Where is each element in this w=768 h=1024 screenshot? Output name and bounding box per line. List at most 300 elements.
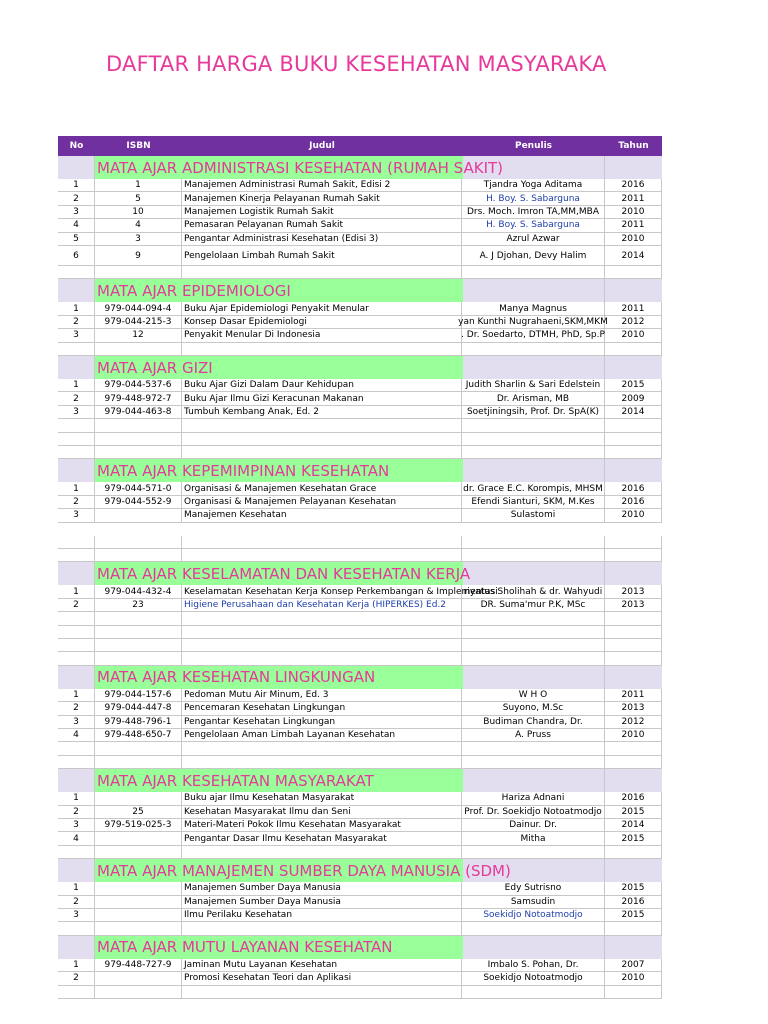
- table-row: [58, 482, 662, 495]
- table-row: [58, 379, 662, 392]
- cell-penulis: H. Boy. S. Sabarguna: [462, 192, 605, 205]
- cell-tahun: [605, 433, 662, 446]
- cell-isbn: 979-448-972-7: [95, 392, 182, 405]
- cell-penulis: Sulastomi: [462, 509, 605, 522]
- cell-tahun: [605, 986, 662, 999]
- cell-penulis: Azrul Azwar: [462, 233, 605, 246]
- section-title: MATA AJAR KESEHATAN LINGKUNGAN: [95, 666, 463, 689]
- section-title: MATA AJAR MANAJEMEN SUMBER DAYA MANUSIA (SDM): [95, 859, 463, 882]
- cell-no: 1: [58, 482, 95, 495]
- cell-isbn: [95, 266, 182, 279]
- cell-tahun: 2015: [605, 379, 662, 392]
- cell-tahun: [605, 639, 662, 652]
- section-header: [58, 562, 662, 585]
- section-title: MATA AJAR KEPEMIMPINAN KESEHATAN: [95, 459, 463, 482]
- cell-penulis: Hariza Adnani: [462, 792, 605, 805]
- cell-penulis: A. J Djohan, Devy Halim: [462, 246, 605, 266]
- section-title: MATA AJAR KESELAMATAN DAN KESEHATAN KERJA: [95, 562, 463, 585]
- cell-isbn: 979-519-025-3: [95, 819, 182, 832]
- cell-judul: Buku Ajar Epidemiologi Penyakit Menular: [182, 302, 462, 315]
- table-row: [58, 446, 662, 459]
- cell-judul: Organisasi & Manajemen Kesehatan Grace: [182, 482, 462, 495]
- table-row: [58, 832, 662, 845]
- cell-isbn: 979-448-650-7: [95, 729, 182, 742]
- cell-judul: Jaminan Mutu Layanan Kesehatan: [182, 959, 462, 972]
- table-row: [58, 729, 662, 742]
- header-isbn: ISBN: [126, 141, 151, 151]
- cell-penulis: [462, 639, 605, 652]
- cell-tahun: 2013: [605, 702, 662, 715]
- table-row: [58, 612, 662, 625]
- cell-tahun: 2015: [605, 832, 662, 845]
- cell-penulis: [462, 652, 605, 665]
- cell-isbn: 979-044-157-6: [95, 689, 182, 702]
- cell-tahun: [605, 266, 662, 279]
- cell-no: [58, 549, 95, 562]
- cell-penulis: [462, 742, 605, 755]
- cell-isbn: 979-044-463-8: [95, 406, 182, 419]
- cell-no: 2: [58, 192, 95, 205]
- cell-penulis: . Dr. Soedarto, DTMH, PhD, Sp.P: [462, 329, 605, 342]
- cell-tahun: 2014: [605, 819, 662, 832]
- cell-judul: Higiene Perusahaan dan Kesehatan Kerja (HIPERKES) Ed.2: [182, 599, 462, 612]
- cell-judul: Buku Ajar Ilmu Gizi Keracunan Makanan: [182, 392, 462, 405]
- cell-isbn: [95, 986, 182, 999]
- table-row: [58, 652, 662, 665]
- table-row: [58, 496, 662, 509]
- cell-no: [58, 652, 95, 665]
- cell-judul: [182, 549, 462, 562]
- cell-tahun: 2014: [605, 406, 662, 419]
- table-row: [58, 792, 662, 805]
- cell-isbn: 25: [95, 806, 182, 819]
- cell-penulis: Manya Magnus: [462, 302, 605, 315]
- cell-judul: Manajemen Sumber Daya Manusia: [182, 882, 462, 895]
- cell-tahun: [605, 742, 662, 755]
- table-row: [58, 433, 662, 446]
- cell-isbn: [95, 846, 182, 859]
- cell-tahun: 2010: [605, 329, 662, 342]
- cell-isbn: 10: [95, 206, 182, 219]
- table-row: [58, 206, 662, 219]
- cell-tahun: 2007: [605, 959, 662, 972]
- cell-isbn: [95, 509, 182, 522]
- cell-no: [58, 612, 95, 625]
- cell-tahun: 2010: [605, 509, 662, 522]
- cell-penulis: [462, 612, 605, 625]
- cell-penulis: Soekidjo Notoatmodjo: [462, 909, 605, 922]
- section-header: [58, 859, 662, 882]
- cell-judul: [182, 846, 462, 859]
- cell-tahun: 2016: [605, 792, 662, 805]
- cell-judul: Tumbuh Kembang Anak, Ed. 2: [182, 406, 462, 419]
- cell-no: 3: [58, 716, 95, 729]
- cell-penulis: [462, 922, 605, 935]
- cell-tahun: 2013: [605, 585, 662, 598]
- table-row: [58, 716, 662, 729]
- cell-isbn: [95, 832, 182, 845]
- cell-isbn: [95, 922, 182, 935]
- cell-judul: Manajemen Kinerja Pelayanan Rumah Sakit: [182, 192, 462, 205]
- cell-judul: Pemasaran Pelayanan Rumah Sakit: [182, 219, 462, 232]
- cell-judul: Keselamatan Kesehatan Kerja Konsep Perkembangan & Implementasi: [182, 585, 462, 598]
- cell-isbn: [95, 419, 182, 432]
- table-row: [58, 959, 662, 972]
- cell-judul: Promosi Kesehatan Teori dan Aplikasi: [182, 972, 462, 985]
- cell-tahun: 2015: [605, 806, 662, 819]
- cell-penulis: [462, 756, 605, 769]
- cell-penulis: DR. Suma'mur P.K, MSc: [462, 599, 605, 612]
- cell-tahun: 2013: [605, 599, 662, 612]
- cell-no: 1: [58, 179, 95, 192]
- cell-tahun: [605, 846, 662, 859]
- section-title: MATA AJAR KESEHATAN MASYARAKAT: [95, 769, 463, 792]
- cell-penulis: Dr. Arisman, MB: [462, 392, 605, 405]
- table-row: [58, 909, 662, 922]
- cell-tahun: 2010: [605, 233, 662, 246]
- cell-penulis: [462, 433, 605, 446]
- page-title: DAFTAR HARGA BUKU KESEHATAN MASYARAKA: [106, 52, 607, 76]
- cell-tahun: 2011: [605, 302, 662, 315]
- cell-no: 2: [58, 702, 95, 715]
- cell-no: [58, 756, 95, 769]
- cell-penulis: riyatus Sholihah & dr. Wahyudi: [462, 585, 605, 598]
- table-row: [58, 806, 662, 819]
- cell-judul: Buku ajar Ilmu Kesehatan Masyarakat: [182, 792, 462, 805]
- cell-judul: [182, 652, 462, 665]
- cell-no: [58, 343, 95, 356]
- cell-judul: Manajemen Logistik Rumah Sakit: [182, 206, 462, 219]
- table-row: [58, 922, 662, 935]
- cell-penulis: Dainur. Dr.: [462, 819, 605, 832]
- cell-judul: [182, 433, 462, 446]
- cell-tahun: 2010: [605, 206, 662, 219]
- section-title: MATA AJAR ADMINISTRASI KESEHATAN (RUMAH SAKIT): [95, 156, 463, 179]
- cell-judul: Pengantar Kesehatan Lingkungan: [182, 716, 462, 729]
- cell-no: 2: [58, 806, 95, 819]
- cell-judul: Manajemen Sumber Daya Manusia: [182, 896, 462, 909]
- cell-isbn: [95, 882, 182, 895]
- cell-isbn: 12: [95, 329, 182, 342]
- table-row: [58, 192, 662, 205]
- cell-tahun: 2009: [605, 392, 662, 405]
- section-header: [58, 769, 662, 792]
- cell-tahun: 2016: [605, 482, 662, 495]
- cell-no: [58, 433, 95, 446]
- cell-judul: [182, 742, 462, 755]
- table-row: [58, 896, 662, 909]
- cell-isbn: 979-044-537-6: [95, 379, 182, 392]
- cell-isbn: 979-044-094-4: [95, 302, 182, 315]
- table-row: [58, 882, 662, 895]
- section-header: [58, 279, 662, 302]
- section-header: [58, 936, 662, 959]
- cell-isbn: [95, 549, 182, 562]
- cell-isbn: 979-448-727-9: [95, 959, 182, 972]
- cell-penulis: Judith Sharlin & Sari Edelstein: [462, 379, 605, 392]
- cell-no: [58, 986, 95, 999]
- section-header: [58, 666, 662, 689]
- cell-judul: Organisasi & Manajemen Pelayanan Kesehatan: [182, 496, 462, 509]
- column-divider: [604, 936, 605, 959]
- cell-penulis: [462, 446, 605, 459]
- cell-judul: Pengantar Dasar Ilmu Kesehatan Masyarakat: [182, 832, 462, 845]
- cell-no: 5: [58, 233, 95, 246]
- cell-tahun: 2016: [605, 496, 662, 509]
- cell-no: 1: [58, 379, 95, 392]
- table-row: [58, 392, 662, 405]
- cell-penulis: Imbalo S. Pohan, Dr.: [462, 959, 605, 972]
- cell-isbn: [95, 612, 182, 625]
- cell-isbn: [95, 343, 182, 356]
- cell-penulis: dr. Grace E.C. Korompis, MHSM: [462, 482, 605, 495]
- table-row: [58, 846, 662, 859]
- cell-tahun: [605, 549, 662, 562]
- cell-isbn: [95, 896, 182, 909]
- header-no: No: [69, 141, 84, 151]
- cell-tahun: [605, 756, 662, 769]
- cell-no: 4: [58, 219, 95, 232]
- cell-tahun: 2011: [605, 689, 662, 702]
- column-divider: [604, 279, 605, 302]
- cell-judul: [182, 756, 462, 769]
- cell-isbn: [95, 792, 182, 805]
- cell-no: [58, 639, 95, 652]
- table-row: [58, 509, 662, 522]
- cell-tahun: 2010: [605, 729, 662, 742]
- cell-no: 4: [58, 729, 95, 742]
- cell-no: 2: [58, 316, 95, 329]
- table-row: [58, 742, 662, 755]
- cell-isbn: [95, 446, 182, 459]
- table-row: [58, 266, 662, 279]
- cell-judul: Ilmu Perilaku Kesehatan: [182, 909, 462, 922]
- cell-no: [58, 446, 95, 459]
- header-judul: Judul: [309, 141, 335, 151]
- cell-tahun: [605, 343, 662, 356]
- cell-no: 3: [58, 329, 95, 342]
- table-row: [58, 702, 662, 715]
- column-divider: [604, 459, 605, 482]
- table-row: [58, 626, 662, 639]
- cell-isbn: 979-044-432-4: [95, 585, 182, 598]
- cell-isbn: [95, 639, 182, 652]
- table-row: [58, 316, 662, 329]
- cell-no: 1: [58, 959, 95, 972]
- table-row: [58, 972, 662, 985]
- cell-judul: Pengelolaan Aman Limbah Layanan Kesehatan: [182, 729, 462, 742]
- cell-judul: Buku Ajar Gizi Dalam Daur Kehidupan: [182, 379, 462, 392]
- cell-isbn: [95, 742, 182, 755]
- table-row: [58, 246, 662, 266]
- cell-no: 6: [58, 246, 95, 266]
- cell-judul: Kesehatan Masyarakat Ilmu dan Seni: [182, 806, 462, 819]
- cell-tahun: 2014: [605, 246, 662, 266]
- cell-tahun: 2011: [605, 219, 662, 232]
- cell-isbn: 4: [95, 219, 182, 232]
- cell-isbn: 9: [95, 246, 182, 266]
- cell-judul: [182, 986, 462, 999]
- cell-isbn: 23: [95, 599, 182, 612]
- section-title: MATA AJAR MUTU LAYANAN KESEHATAN: [95, 936, 463, 959]
- section-header: [58, 156, 662, 179]
- cell-penulis: Drs. Moch. Imron TA,MM,MBA: [462, 206, 605, 219]
- cell-penulis: Suyono, M.Sc: [462, 702, 605, 715]
- cell-penulis: [462, 536, 605, 549]
- cell-no: 2: [58, 392, 95, 405]
- table-row: [58, 819, 662, 832]
- table-row: [58, 419, 662, 432]
- cell-judul: Konsep Dasar Epidemiologi: [182, 316, 462, 329]
- cell-no: 3: [58, 819, 95, 832]
- cell-tahun: [605, 419, 662, 432]
- cell-isbn: 979-448-796-1: [95, 716, 182, 729]
- table-row: [58, 689, 662, 702]
- cell-isbn: 979-044-215-3: [95, 316, 182, 329]
- cell-penulis: A. Pruss: [462, 729, 605, 742]
- cell-judul: [182, 446, 462, 459]
- cell-penulis: W H O: [462, 689, 605, 702]
- cell-tahun: 2011: [605, 192, 662, 205]
- section-title: MATA AJAR EPIDEMIOLOGI: [95, 279, 463, 302]
- cell-isbn: [95, 536, 182, 549]
- cell-isbn: 1: [95, 179, 182, 192]
- cell-no: 2: [58, 896, 95, 909]
- cell-no: 1: [58, 302, 95, 315]
- cell-tahun: [605, 612, 662, 625]
- table-row: [58, 302, 662, 315]
- cell-tahun: 2012: [605, 716, 662, 729]
- cell-no: 1: [58, 585, 95, 598]
- cell-no: [58, 922, 95, 935]
- cell-judul: Pencemaran Kesehatan Lingkungan: [182, 702, 462, 715]
- table-row: [58, 536, 662, 549]
- table-row: [58, 986, 662, 999]
- cell-no: [58, 419, 95, 432]
- cell-isbn: 979-044-552-9: [95, 496, 182, 509]
- cell-judul: Pedoman Mutu Air Minum, Ed. 3: [182, 689, 462, 702]
- cell-isbn: [95, 433, 182, 446]
- cell-judul: [182, 612, 462, 625]
- cell-penulis: [462, 626, 605, 639]
- cell-judul: [182, 343, 462, 356]
- cell-no: 1: [58, 792, 95, 805]
- column-divider: [604, 156, 605, 179]
- column-divider: [604, 859, 605, 882]
- cell-judul: Materi-Materi Pokok Ilmu Kesehatan Masyarakat: [182, 819, 462, 832]
- cell-tahun: [605, 652, 662, 665]
- cell-judul: [182, 639, 462, 652]
- cell-judul: [182, 536, 462, 549]
- cell-judul: [182, 419, 462, 432]
- cell-penulis: [462, 846, 605, 859]
- cell-penulis: Edy Sutrisno: [462, 882, 605, 895]
- cell-no: 1: [58, 882, 95, 895]
- cell-tahun: [605, 536, 662, 549]
- section-header: [58, 459, 662, 482]
- cell-no: 1: [58, 689, 95, 702]
- cell-tahun: 2016: [605, 179, 662, 192]
- cell-penulis: Mitha: [462, 832, 605, 845]
- cell-no: [58, 536, 95, 549]
- header-penulis: Penulis: [514, 141, 553, 151]
- cell-judul: Manajemen Administrasi Rumah Sakit, Edisi 2: [182, 179, 462, 192]
- cell-penulis: [462, 343, 605, 356]
- cell-penulis: [462, 419, 605, 432]
- cell-isbn: [95, 652, 182, 665]
- column-divider: [604, 769, 605, 792]
- cell-isbn: 3: [95, 233, 182, 246]
- table-row: [58, 639, 662, 652]
- cell-isbn: [95, 756, 182, 769]
- cell-no: [58, 626, 95, 639]
- cell-judul: [182, 266, 462, 279]
- table-row: [58, 406, 662, 419]
- section-title: MATA AJAR GIZI: [95, 356, 463, 379]
- cell-penulis: Prof. Dr. Soekidjo Notoatmodjo: [462, 806, 605, 819]
- table-header: [58, 136, 662, 156]
- cell-penulis: Budiman Chandra, Dr.: [462, 716, 605, 729]
- cell-no: 2: [58, 496, 95, 509]
- cell-tahun: 2015: [605, 882, 662, 895]
- cell-tahun: 2012: [605, 316, 662, 329]
- table-row: [58, 179, 662, 192]
- cell-no: 3: [58, 206, 95, 219]
- table-row: [58, 329, 662, 342]
- cell-isbn: [95, 972, 182, 985]
- cell-penulis: Soekidjo Notoatmodjo: [462, 972, 605, 985]
- cell-judul: [182, 626, 462, 639]
- table-row: [58, 549, 662, 562]
- table-row: [58, 585, 662, 598]
- cell-no: 3: [58, 909, 95, 922]
- cell-no: 4: [58, 832, 95, 845]
- cell-judul: [182, 922, 462, 935]
- cell-penulis: Samsudin: [462, 896, 605, 909]
- cell-penulis: [462, 549, 605, 562]
- table-row: [58, 343, 662, 356]
- cell-isbn: 979-044-571-0: [95, 482, 182, 495]
- cell-tahun: [605, 922, 662, 935]
- cell-no: [58, 266, 95, 279]
- cell-tahun: 2015: [605, 909, 662, 922]
- cell-penulis: Efendi Sianturi, SKM, M.Kes: [462, 496, 605, 509]
- cell-judul: Pengantar Administrasi Kesehatan (Edisi 3): [182, 233, 462, 246]
- table-row: [58, 599, 662, 612]
- cell-no: 2: [58, 599, 95, 612]
- cell-isbn: 979-044-447-8: [95, 702, 182, 715]
- cell-isbn: [95, 909, 182, 922]
- cell-judul: Pengelolaan Limbah Rumah Sakit: [182, 246, 462, 266]
- cell-tahun: [605, 626, 662, 639]
- cell-judul: Manajemen Kesehatan: [182, 509, 462, 522]
- cell-penulis: [462, 266, 605, 279]
- cell-penulis: Soetjiningsih, Prof. Dr. SpA(K): [462, 406, 605, 419]
- cell-tahun: [605, 446, 662, 459]
- cell-judul: Penyakit Menular Di Indonesia: [182, 329, 462, 342]
- table-row: [58, 756, 662, 769]
- cell-penulis: yan Kunthi Nugrahaeni,SKM,MKM: [462, 316, 605, 329]
- column-divider: [604, 356, 605, 379]
- column-divider: [604, 666, 605, 689]
- cell-penulis: [462, 986, 605, 999]
- cell-penulis: Tjandra Yoga Aditama: [462, 179, 605, 192]
- table-row: [58, 233, 662, 246]
- cell-tahun: 2016: [605, 896, 662, 909]
- cell-tahun: 2010: [605, 972, 662, 985]
- cell-no: 2: [58, 972, 95, 985]
- section-header: [58, 356, 662, 379]
